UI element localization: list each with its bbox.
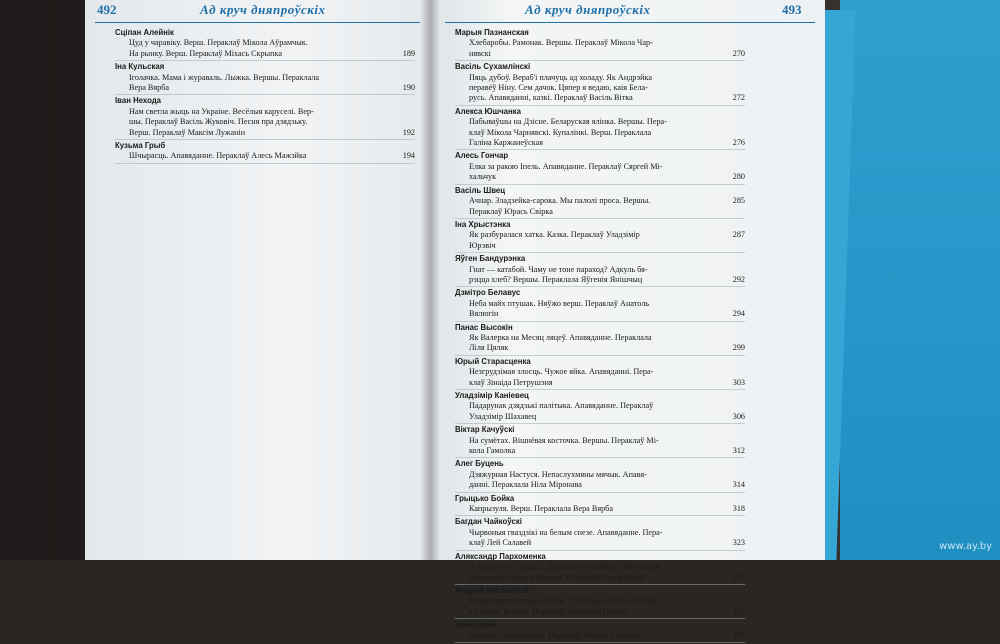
entry-divider	[455, 218, 745, 219]
right-page	[430, 0, 825, 640]
contents-entry	[455, 357, 745, 390]
entry-text: Падарунак дзядзькі палітыка. Апавяданне. Пераклаў	[469, 401, 654, 411]
entry-page-number: 194	[402, 151, 415, 161]
entry-line	[455, 480, 745, 490]
entry-line	[455, 38, 745, 48]
entry-divider	[455, 60, 745, 61]
entry-author: Юрый Старасценка	[455, 356, 531, 366]
left-page-title: Ад круч дняпроўскіх	[200, 2, 326, 17]
entry-line	[455, 138, 745, 148]
entry-page-number: 312	[732, 446, 745, 456]
entry-text: Елка за ракою Іпель. Апавяданне. Пераклаў Сяргей Мі-	[469, 161, 663, 171]
entry-author: Уладзімір Каніевец	[455, 391, 529, 400]
entry-divider	[455, 492, 745, 493]
entry-text: Як разбуралася хатка. Казка. Пераклаў Уладзімір	[469, 230, 640, 240]
entry-author: Васіль Сухамлінскі	[455, 62, 531, 72]
entry-page-number: 285	[732, 196, 745, 206]
entry-page-number: 294	[732, 309, 745, 319]
entry-divider	[455, 252, 745, 253]
entry-line	[115, 73, 415, 83]
entry-divider	[115, 163, 415, 164]
contents-entry	[455, 220, 745, 253]
contents-entry	[455, 323, 745, 356]
entry-text: русь. Апавяданні, казкі. Пераклаў Васіль Вітка	[469, 93, 633, 103]
entry-text: хальчук	[469, 172, 497, 182]
entry-line	[455, 528, 745, 538]
entry-text: кола Гамолка	[469, 446, 516, 456]
entry-text: Гнат — катабой. Чаму не тоне параход? Адкуль бя-	[469, 264, 648, 274]
entry-page-number: 318	[732, 504, 745, 514]
entry-text: Шчырасць. Апавяданне. Пераклаў Алесь Мажэйка	[129, 151, 307, 161]
entry-page-number: 335	[732, 630, 745, 640]
contents-entry	[115, 141, 415, 164]
contents-entry	[455, 552, 745, 585]
entry-line	[455, 538, 745, 548]
blue-book-cover	[840, 0, 1000, 560]
entry-line	[455, 196, 745, 206]
entry-text: клаў Зінаіда Петрушэня	[469, 377, 553, 387]
entry-text: Коцік прычыняецца. Хтось. У зайчыка лапкі. Размова	[469, 596, 657, 606]
entry-text: Чырвоныя гваздзікі на белым снезе. Апавяданне. Пера-	[469, 527, 663, 537]
entry-text: Дзяжурная Настуся. Непаслухмяны мячык. Апавя-	[469, 469, 647, 479]
entry-line	[115, 107, 415, 117]
entry-divider	[115, 60, 415, 61]
entry-author: Іван Нехода	[115, 96, 162, 106]
entry-author: Алесь Гончар	[455, 151, 509, 161]
right-contents-column	[455, 28, 745, 644]
left-page-number: 492	[97, 2, 117, 17]
entry-line	[455, 265, 745, 275]
entry-divider	[455, 389, 745, 390]
left-header-rule	[95, 22, 420, 23]
entry-line	[455, 241, 745, 251]
entry-divider	[455, 550, 745, 551]
entry-page-number: 189	[402, 48, 415, 58]
entry-text: Пераклаў Юрась Свірка	[469, 206, 553, 216]
entry-page-number: 190	[402, 83, 415, 93]
entry-line	[115, 83, 415, 93]
entry-line	[455, 436, 745, 446]
entry-page-number: 333	[732, 606, 745, 616]
entry-line	[455, 343, 745, 353]
entry-author: Сціпан Алейнік	[115, 28, 174, 37]
entry-page-number: 292	[732, 274, 745, 284]
entry-page-number: 272	[732, 93, 745, 103]
entry-author: Віктар Качуўскі	[455, 425, 515, 435]
entry-divider	[455, 618, 745, 619]
entry-line	[455, 299, 745, 309]
entry-text: Вялюгін	[469, 309, 499, 319]
entry-line	[455, 162, 745, 172]
contents-entry	[455, 586, 745, 619]
entry-divider	[455, 149, 745, 150]
entry-line	[455, 49, 745, 59]
entry-text: Іголачка. Мама і жураваль. Лыжка. Вершы. Пераклала	[129, 72, 319, 82]
entry-text: Юрэвіч	[469, 240, 496, 250]
entry-author: Алекса Юшчанка	[455, 106, 521, 116]
entry-line	[455, 83, 745, 93]
right-page-title: Ад круч дняпроўскіх	[525, 2, 651, 17]
entry-line	[455, 367, 745, 377]
entry-line	[455, 631, 745, 641]
entry-line	[115, 38, 415, 48]
entry-text: нявскі	[469, 48, 491, 58]
right-page-header	[430, 2, 825, 20]
entry-divider	[115, 139, 415, 140]
entry-text: На рынку. Верш. Пераклаў Міхась Скрыпка	[129, 48, 282, 58]
entry-page-number: 192	[402, 127, 415, 137]
entry-line	[455, 230, 745, 240]
entry-page-number: 270	[732, 48, 745, 58]
contents-entry	[455, 107, 745, 151]
entry-line	[455, 207, 745, 217]
entry-page-number: 323	[732, 538, 745, 548]
entry-text: Верш. Пераклаў Максім Лужанін	[129, 127, 246, 137]
entry-divider	[115, 94, 415, 95]
entry-text: Уладзімір Шахавец	[469, 411, 537, 421]
entry-line	[455, 172, 745, 182]
entry-text: А на прoсе — росы… Дзетымам і Ясоўсам. На гародзе	[469, 562, 661, 572]
entry-text: Нам светла жыць на Украіне. Весёлыя каруселі. Вер-	[129, 106, 314, 116]
entry-line	[455, 401, 745, 411]
entry-author: Дзмітро Белавус	[455, 288, 521, 298]
entry-author: Андрэй Мясткоўскі	[455, 585, 529, 595]
entry-line	[115, 151, 415, 161]
entry-page-number: 287	[732, 230, 745, 240]
entry-divider	[455, 321, 745, 322]
contents-entry	[455, 425, 745, 458]
entry-text: данні. Пераклала Ніла Міронава	[469, 480, 582, 490]
contents-entry	[455, 459, 745, 492]
entry-text: перавёў Ніну. Сем дачок. Цяпер я ведаю, каія Бела-	[469, 83, 648, 93]
entry-divider	[455, 105, 745, 106]
entry-divider	[455, 286, 745, 287]
entry-text: Выбоіна. Апавяданне. Пераклаў Мікола Гамолка	[469, 630, 640, 640]
entry-text: з уходам. Вершы. Пераклаў Уладзімір Паўлаў	[469, 606, 629, 616]
entry-author: Іна Хрыстэнка	[455, 219, 511, 229]
entry-author: Кузьма Грыб	[115, 141, 166, 151]
entry-divider	[455, 355, 745, 356]
entry-divider	[455, 584, 745, 585]
entry-line	[455, 504, 745, 514]
watermark: www.ay.by	[939, 541, 992, 552]
left-page	[85, 0, 430, 560]
entry-page-number: 306	[732, 411, 745, 421]
entry-text: Хлебаробы. Рамонак. Вершы. Пераклаў Мікола Чар-	[469, 38, 653, 48]
right-page-number: 493	[782, 2, 802, 17]
entry-line	[455, 573, 745, 583]
entry-line	[455, 378, 745, 388]
entry-line	[455, 128, 745, 138]
entry-author: Іна Кульская	[115, 62, 165, 72]
entry-line	[115, 117, 415, 127]
contents-entry	[115, 62, 415, 95]
contents-entry	[455, 151, 745, 184]
entry-text: шы. Пераклаў Васіль Жуковіч. Песня пра дзядзьку.	[129, 117, 308, 127]
entry-author: Марыя Пазнанская	[455, 28, 529, 37]
entry-page-number: 314	[732, 480, 745, 490]
contents-entry	[455, 254, 745, 287]
entry-page-number: 331	[732, 572, 745, 582]
entry-divider	[455, 423, 745, 424]
entry-line	[455, 73, 745, 83]
left-contents-column	[115, 28, 415, 165]
entry-divider	[455, 457, 745, 458]
entry-author: Яўген Бандурэнка	[455, 254, 526, 264]
entry-text: Пабываўшы на Дзісне. Беларуская ялінка. Вершы. Пера-	[469, 117, 667, 127]
entry-text: клаў Лей Салавей	[469, 538, 532, 548]
entry-text: Цуд у чарaвіку. Верш. Пераклаў Мікола Аўрамчык.	[129, 38, 308, 48]
entry-line	[115, 128, 415, 138]
entry-divider	[455, 515, 745, 516]
entry-line	[455, 607, 745, 617]
entry-line	[455, 333, 745, 343]
contents-entry	[115, 96, 415, 140]
entry-author: Іван Кірый	[455, 620, 497, 630]
entry-page-number: 303	[732, 377, 745, 387]
contents-entry	[455, 620, 745, 643]
entry-line	[455, 446, 745, 456]
contents-entry	[115, 28, 415, 61]
entry-text: рэцца хлеб? Вершы. Пераклала Яўгенія Янішчыц	[469, 274, 643, 284]
entry-author: Аляксандр Пархоменка	[455, 551, 546, 561]
entry-text: клаў Мікола Чарнявскі. Купалінкі. Верш. Пераклала	[469, 127, 652, 137]
contents-entry	[455, 391, 745, 424]
contents-entry	[455, 62, 745, 106]
entry-author: Грыцько Бойка	[455, 493, 515, 503]
entry-author: Васіль Швец	[455, 185, 506, 195]
contents-entry	[455, 288, 745, 321]
entry-text: Капрызуля. Верш. Пераклала Вера Вярба	[469, 504, 613, 514]
entry-page-number: 299	[732, 343, 745, 353]
entry-text: Ачнар. Зладзейка-сарока. Мы палолі прoса. Вершы.	[469, 196, 651, 206]
entry-line	[455, 275, 745, 285]
entry-text: Вера Вярба	[129, 83, 169, 93]
contents-entry	[455, 28, 745, 61]
entry-author: Панас Высокін	[455, 322, 513, 332]
entry-line	[455, 412, 745, 422]
entry-divider	[455, 642, 745, 643]
entry-line	[455, 117, 745, 127]
entry-text: сонкахоць капусту. Вершы. Пераклаў Рыгор Ясоеў	[469, 572, 646, 582]
entry-page-number: 276	[732, 138, 745, 148]
left-page-header	[85, 2, 430, 20]
entry-text: Ліля Цяляк	[469, 343, 509, 353]
contents-entry	[455, 494, 745, 517]
entry-text: Як Валерка на Месяц ляцеў. Апавяданне. Пераклала	[469, 332, 652, 342]
contents-entry	[455, 517, 745, 550]
entry-divider	[455, 184, 745, 185]
entry-line	[455, 596, 745, 606]
entry-page-number: 280	[732, 172, 745, 182]
entry-line	[455, 470, 745, 480]
entry-line	[115, 49, 415, 59]
entry-text: Галіна Каржанеўская	[469, 138, 544, 148]
right-header-rule	[445, 22, 815, 23]
entry-text: Незгрудзімая злосць. Чужое яйка. Апавяданні. Пера-	[469, 367, 654, 377]
entry-line	[455, 562, 745, 572]
entry-text: Неба майх птушак. Няўжо верш. Пераклаў Анатоль	[469, 298, 650, 308]
entry-line	[455, 93, 745, 103]
entry-text: Пяць дубоў. Вераб'і плачуць ад холаду. Як Андрэйка	[469, 72, 653, 82]
entry-text: На сумётах. Вішнёвая косточка. Вершы. Пераклаў Мі-	[469, 435, 659, 445]
entry-author: Багдан Чайкоўскі	[455, 517, 522, 527]
contents-entry	[455, 186, 745, 219]
entry-line	[455, 309, 745, 319]
entry-author: Алег Буцень	[455, 459, 504, 469]
